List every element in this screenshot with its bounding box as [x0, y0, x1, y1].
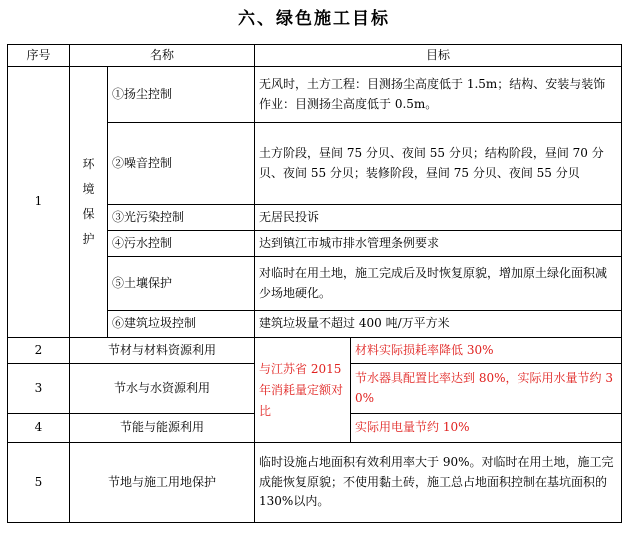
item-name: ①扬尘控制 — [108, 67, 255, 123]
page-title: 六、绿色施工目标 — [238, 9, 390, 29]
row-number: 2 — [8, 338, 70, 364]
item-target: 实际用电量节约 10% — [351, 414, 622, 443]
header-no: 序号 — [8, 45, 70, 67]
item-name: ⑥建筑垃圾控制 — [108, 311, 255, 338]
row-number: 4 — [8, 414, 70, 443]
header-target: 目标 — [255, 45, 622, 67]
item-target: 建筑垃圾量不超过 400 吨/万平方米 — [255, 311, 622, 338]
item-name: ④污水控制 — [108, 231, 255, 257]
row-number: 3 — [8, 364, 70, 414]
green-construction-table — [7, 44, 622, 523]
item-name: ③光污染控制 — [108, 205, 255, 231]
item-target: 达到镇江市城市排水管理条例要求 — [255, 231, 622, 257]
item-target: 无风时，土方工程：目测扬尘高度低于 1.5m；结构、安装与装饰作业：目测扬尘高度低于 0.5m。 — [255, 67, 622, 123]
item-target: 材料实际损耗率降低 30% — [351, 338, 622, 364]
item-name: 节水与水资源利用 — [70, 364, 255, 414]
category-environment: 环 境 保 护 — [70, 67, 108, 338]
baseline-note: 与江苏省 2015 年消耗量定额对比 — [255, 338, 351, 443]
item-target: 土方阶段，昼间 75 分贝、夜间 55 分贝；结构阶段，昼间 70 分贝、夜间 55 分贝；装修阶段，昼间 75 分贝、夜间 55 分贝 — [255, 123, 622, 205]
item-target: 临时设施占地面积有效利用率大于 90%。对临时在用土地，施工完成能恢复原貌；不使用黏土砖，施工总占地面积控制在基坑面积的 130%以内。 — [255, 443, 622, 523]
item-name: 节地与施工用地保护 — [70, 443, 255, 523]
table-row — [8, 338, 622, 364]
item-name: ②噪音控制 — [108, 123, 255, 205]
item-name: 节材与材料资源利用 — [70, 338, 255, 364]
item-name: 节能与能源利用 — [70, 414, 255, 443]
header-row — [8, 45, 622, 67]
header-name: 名称 — [70, 45, 255, 67]
item-name: ⑤土壤保护 — [108, 257, 255, 311]
item-target: 无居民投诉 — [255, 205, 622, 231]
item-target: 对临时在用土地，施工完成后及时恢复原貌，增加原土绿化面积减少场地硬化。 — [255, 257, 622, 311]
table-row — [8, 67, 622, 123]
item-target: 节水器具配置比率达到 80%，实际用水量节约 30% — [351, 364, 622, 414]
row-number: 5 — [8, 443, 70, 523]
table-row — [8, 443, 622, 523]
row-number: 1 — [8, 67, 70, 338]
